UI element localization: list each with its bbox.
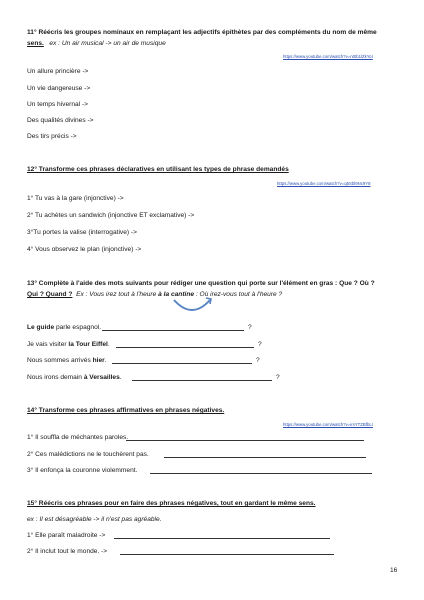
ex13-item-4-rest: .: [119, 374, 122, 381]
ex11-example: ex : Un air musical -> un air de musique: [49, 40, 166, 47]
ex12-item-2: 2° Tu achètes un sandwich (injonctive ET exclamative) ->: [27, 212, 195, 219]
ex13-title-line2: [27, 291, 282, 299]
ex14-item-1: 1° Il souffla de méchantes paroles.: [27, 434, 129, 441]
ex13-item-3-pre: Nous sommes arrivés: [27, 357, 93, 364]
ex13-example-a: Ex : Vous irez tout à l'heure: [76, 291, 157, 298]
ex14-answer-line-3[interactable]: [150, 473, 372, 474]
ex13-answer-line-2[interactable]: [116, 347, 254, 348]
page-number: 16: [390, 567, 398, 574]
ex13-question-mark-1: ?: [248, 324, 252, 331]
ex15-example: ex : Il est désagréable -> il n'est pas agréable.: [27, 516, 162, 523]
ex14-item-3: 3° Il enfonça la couronne violemment.: [27, 467, 138, 474]
ex14-answer-line-1[interactable]: [126, 440, 364, 441]
curved-arrow-icon: [170, 296, 214, 318]
ex13-item-1: [27, 324, 101, 332]
ex13-item-2-bold: la Tour Eiffel: [68, 341, 108, 348]
ex13-example-b: : Où irez-vous tout à l'heure ?: [195, 291, 283, 298]
ex15-item-2: 2° Il inclut tout le monde. ->: [27, 548, 108, 555]
ex14-title: 14° Transforme ces phrases affirmatives en phrases négatives.: [27, 407, 225, 414]
ex13-answer-line-1[interactable]: [102, 330, 244, 331]
ex11-item-4: Des qualités divines ->: [27, 117, 94, 124]
ex13-answer-line-4[interactable]: [132, 380, 272, 381]
ex13-title-line1: 13° Complète à l'aide des mots suivants pour rédiger une question qui porte sur l'élément en gras : Que ? Où ?: [27, 280, 375, 287]
ex12-title: 12° Transforme ces phrases déclaratives en utilisant les types de phrase demandés: [27, 166, 289, 173]
ex13-item-3-bold: hier: [92, 357, 105, 364]
ex12-video-link[interactable]: https://www.youtube.com/watch?v=q5Sbl9Nc9Y8: [277, 181, 371, 186]
ex13-item-4: [27, 374, 122, 382]
ex14-answer-line-2[interactable]: [164, 457, 366, 458]
ex12-item-4: 4° Vous observez le plan (injonctive) ->: [27, 246, 142, 253]
ex14-item-2: 2° Ces malédictions ne le touchèrent pas.: [27, 451, 149, 458]
ex13-title-words: Qui ? Quand ?: [27, 291, 73, 298]
ex11-item-5: Des tirs précis ->: [27, 133, 77, 140]
ex13-item-1-bold: Le guide: [27, 324, 55, 331]
ex11-item-3: Un temps hivernal ->: [27, 101, 89, 108]
ex13-item-3: [27, 357, 107, 365]
ex15-answer-line-2[interactable]: [120, 554, 334, 555]
ex13-item-2-pre: Je vais visiter: [27, 341, 69, 348]
ex13-item-1-rest: parle espagnol.: [54, 324, 102, 331]
ex13-question-mark-3: ?: [256, 357, 260, 364]
ex13-answer-line-3[interactable]: [112, 363, 252, 364]
ex12-item-3: 3°Tu portes la valise (interrogative) ->: [27, 229, 137, 236]
ex15-title: 15° Réécris ces phrases pour en faire des phrases négatives, tout en gardant le même sens.: [27, 500, 316, 507]
ex13-item-4-pre: Nous irons demain: [27, 374, 84, 381]
ex15-item-1: 1° Elle paraît maladroite ->: [27, 532, 106, 539]
ex11-title-line2: [27, 40, 166, 48]
ex13-item-3-rest: .: [104, 357, 107, 364]
ex11-video-link[interactable]: https://www.youtube.com/watch?v=n0Ib1lZkYoI: [283, 54, 373, 59]
ex13-item-4-bold: à Versailles: [83, 374, 120, 381]
ex11-title-line1: 11° Réécris les groupes nominaux en remplaçant les adjectifs épithètes par des compléments du nom de même: [27, 29, 377, 36]
ex11-title-sens: sens.: [27, 40, 44, 47]
ex13-item-2: [27, 341, 110, 349]
ex13-item-2-rest: .: [107, 341, 110, 348]
ex13-example-bold: à la cantine: [158, 291, 195, 298]
ex13-question-mark-4: ?: [276, 374, 280, 381]
ex14-video-link[interactable]: https://www.youtube.com/watch?v=irsYTZBfbLI: [283, 422, 373, 427]
ex12-item-1: 1° Tu vas à la gare (injonctive) ->: [27, 195, 124, 202]
ex15-answer-line-1[interactable]: [114, 538, 330, 539]
ex11-item-2: Un vie dangereuse ->: [27, 85, 91, 92]
ex13-question-mark-2: ?: [258, 341, 262, 348]
ex11-item-1: Un allure princière ->: [27, 68, 89, 75]
